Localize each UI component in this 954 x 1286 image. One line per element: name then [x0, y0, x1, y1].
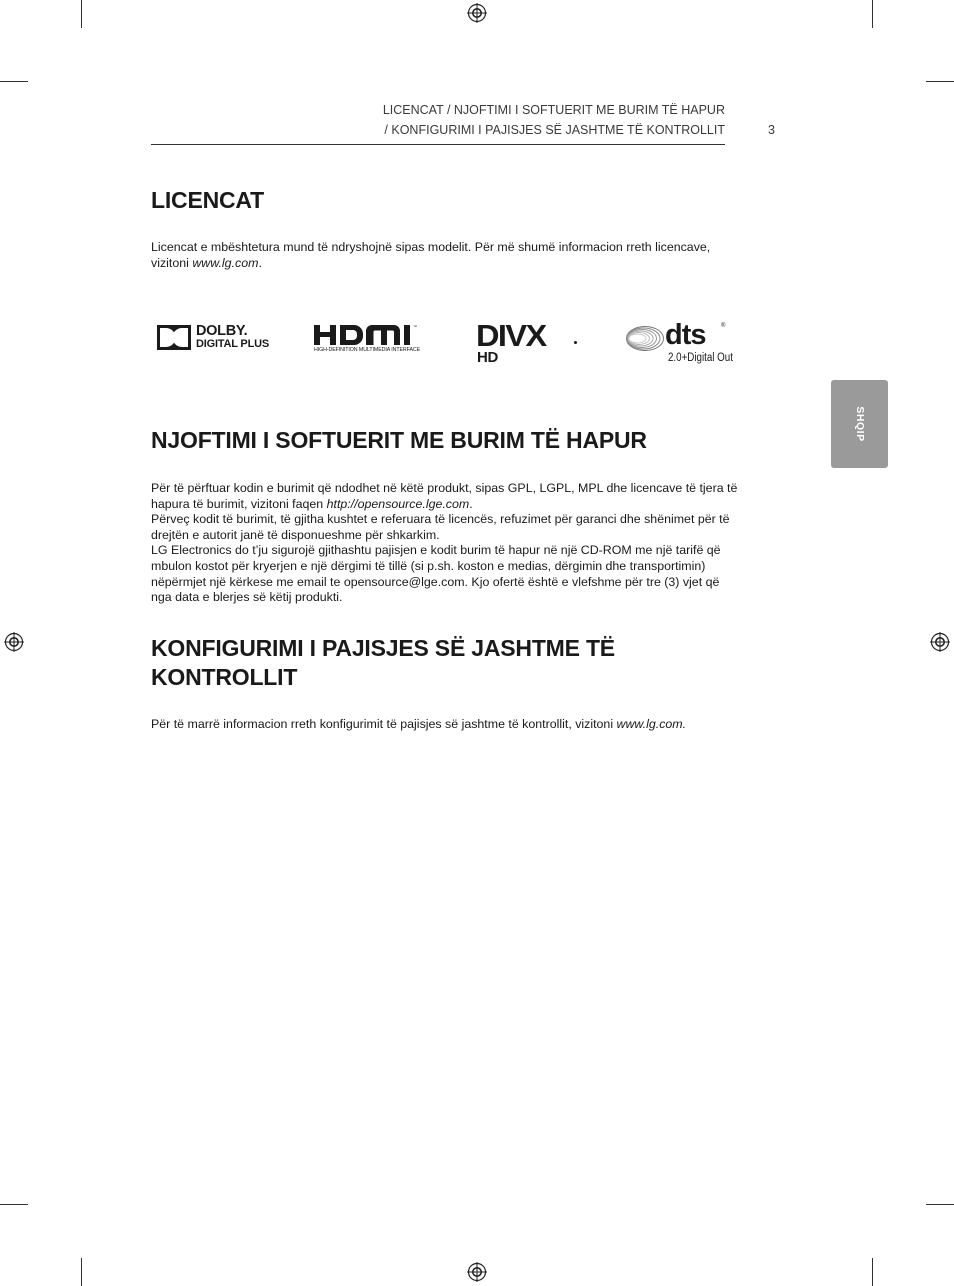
- open-source-line: LG Electronics do t’ju sigurojë gjithashtu pajisjen e kodit burim të hapur në një CD-ROM me një tarifë që: [151, 543, 721, 558]
- crop-mark: [81, 1258, 82, 1286]
- registration-mark-icon: [467, 1262, 487, 1282]
- open-source-line-suffix: .: [469, 496, 473, 511]
- divx-dot: [574, 341, 577, 344]
- hdmi-tagline: HIGH-DEFINITION MULTIMEDIA INTERFACE: [314, 347, 421, 353]
- dts-logo: [625, 319, 747, 368]
- crop-mark: [926, 1204, 954, 1205]
- dolby-wordmark: DOLBY.: [196, 323, 248, 339]
- dts-subtitle: 2.0+Digital Out: [668, 352, 733, 364]
- language-tab[interactable]: [831, 380, 888, 468]
- crop-mark: [0, 81, 28, 82]
- licenses-text-line-1: Licencat e mbështetura mund të ndryshojnë sipas modelit. Për më shumë informacion rreth licencave,: [151, 240, 711, 254]
- section-title-external-device: [151, 634, 615, 692]
- open-source-line: nëpërmjet një kërkese me email te opensource@lge.com. Kjo ofertë është e vlefshme për tre (3) vjet që: [151, 574, 720, 589]
- registration-mark-icon: [4, 632, 24, 652]
- open-source-line: Për të përftuar kodin e burimit që ndodhet në këtë produkt, sipas GPL, LGPL, MPL dhe licencave të tjera të: [151, 481, 738, 495]
- hdmi-wordmark-icon: [313, 324, 433, 346]
- dolby-double-d-icon: [157, 325, 191, 350]
- external-device-text-prefix: Për të marrë informacion rreth konfigurimit të pajisjes së jashtme të kontrollit, vizitoni: [151, 717, 617, 731]
- licenses-text-suffix: .: [258, 255, 262, 270]
- dolby-digital-plus-logo: [157, 323, 279, 353]
- page-number: 3: [768, 123, 775, 137]
- open-source-line: mbulon kostot për kryerjen e një dërgimi të tillë (si p.sh. koston e medias, dërgimin dhe transportimin): [151, 558, 706, 573]
- divx-wordmark: DIVX: [476, 318, 546, 353]
- dolby-digital-plus-text: DIGITAL PLUS: [196, 338, 269, 350]
- registration-mark-icon: [930, 632, 950, 652]
- open-source-line: nga data e blerjes së këtij produkti.: [151, 590, 343, 605]
- dts-disc-icon: [625, 325, 665, 352]
- language-tab-label: SHQIP: [853, 406, 866, 442]
- divx-hd-logo: [476, 318, 580, 366]
- svg-text:™: ™: [413, 324, 417, 329]
- crop-mark: [0, 1204, 28, 1205]
- running-header-line-1: LICENCAT / NJOFTIMI I SOFTUERIT ME BURIM TË HAPUR: [382, 103, 725, 117]
- open-source-line: hapura të burimit, vizitoni faqen: [151, 496, 327, 511]
- header-rule: [151, 144, 725, 145]
- dts-registered-mark: ®: [721, 323, 726, 329]
- section-title-line: KONTROLLIT: [151, 664, 298, 690]
- registration-mark-icon: [467, 3, 487, 23]
- section-title-line: KONFIGURIMI I PAJISJES SË JASHTME TË: [151, 635, 615, 661]
- crop-mark: [926, 81, 954, 82]
- lg-website-link[interactable]: www.lg.com.: [616, 717, 687, 731]
- hdmi-logo: [313, 324, 433, 354]
- licenses-text-line-2-prefix: vizitoni: [151, 255, 193, 270]
- external-device-text: [151, 717, 686, 733]
- open-source-line: drejtën e autorit janë të disponueshme për shkarkim.: [151, 527, 440, 542]
- crop-mark: [872, 0, 873, 28]
- crop-mark: [81, 0, 82, 28]
- running-header-line-2: / KONFIGURIMI I PAJISJES SË JASHTME TË KONTROLLIT: [384, 123, 725, 137]
- licenses-text: [151, 240, 710, 271]
- opensource-website-link[interactable]: http://opensource.lge.com: [326, 496, 470, 511]
- open-source-text: [151, 481, 737, 606]
- section-title-open-source: NJOFTIMI I SOFTUERIT ME BURIM TË HAPUR: [151, 427, 647, 453]
- dts-wordmark: dts: [665, 319, 706, 351]
- open-source-line: Përveç kodit të burimit, të gjitha kushtet e referuara të licencës, refuzimet për garanci dhe shënimet për të: [151, 512, 730, 527]
- crop-mark: [872, 1258, 873, 1286]
- lg-website-link[interactable]: www.lg.com: [192, 255, 259, 270]
- divx-hd-text: HD: [477, 349, 499, 366]
- section-title-licenses: LICENCAT: [151, 187, 264, 213]
